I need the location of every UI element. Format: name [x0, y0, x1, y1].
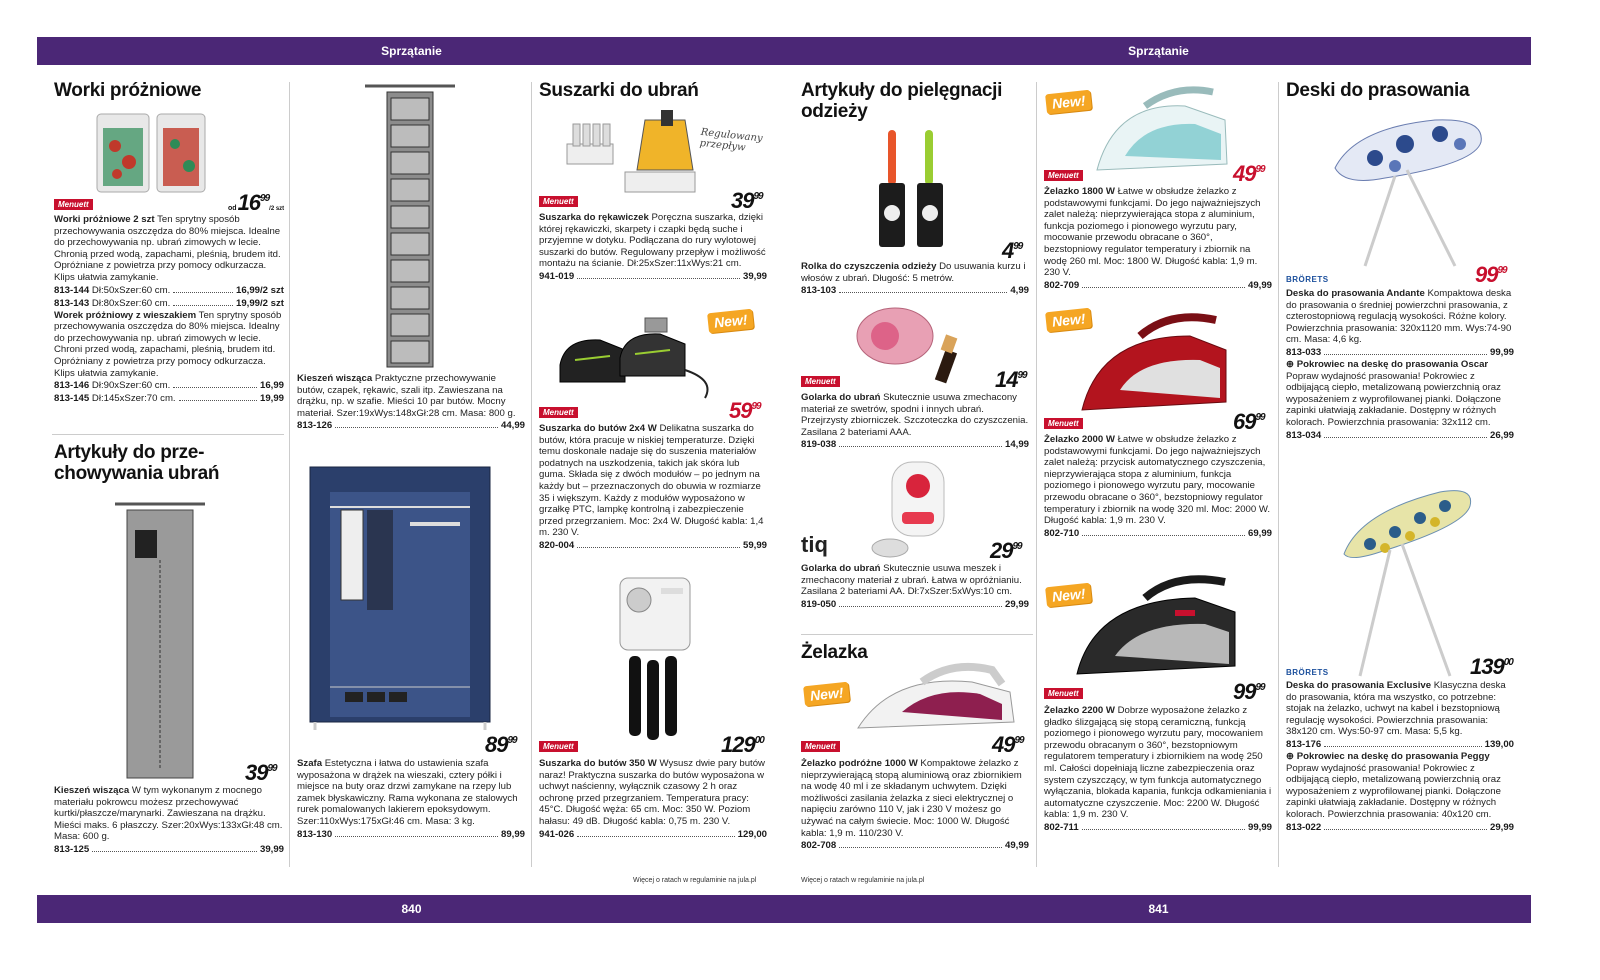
- price-tag-exclusive: $139^{00}$: [1470, 654, 1513, 679]
- product-code-row: 941-026 129,00: [539, 828, 767, 840]
- column-separator: [289, 82, 290, 867]
- column-separator: [1036, 82, 1037, 867]
- travel-iron-image: [852, 652, 1022, 734]
- hanging-garment-bag-image: [115, 500, 205, 780]
- iron-2000-image: [1080, 306, 1230, 418]
- brand-logo-menuett: Menuett: [1044, 688, 1083, 699]
- product-description: Rolka do czyszczenia odzieży Do usuwania kurzu i włosów z ubrań. Długość: 5 metrów.: [801, 261, 1026, 284]
- product-kieszen2: [297, 373, 525, 432]
- product-zelazko-2000: [1044, 434, 1272, 540]
- product-description: Żelazko podróżne 1000 W Kompaktowe żelazko z nieprzywierającą stopą aluminiową oraz zbiornikiem na wodę 40 ml i ze składanym uchwytem. Dzięki możliwości zasilania żelazka z sieci elektrycznej o napięciu zarówno 110 V, jak i 230 V możesz go używać na całym świecie. Moc: 1000 W. Długość kabla: 1,9 m. 110/230 V.: [801, 758, 1022, 839]
- product-code-row: 813-034 26,99: [1286, 429, 1514, 441]
- product-zelazko-2200: [1044, 705, 1272, 834]
- section-heading-suszarki: Suszarki do ubrań: [539, 80, 699, 101]
- product-description: Golarka do ubrań Skutecznie usuwa meszek i zmechacony materiał z ubrań. Łatwa w opróżnianiu. Zasilana 2 bateriami AA. Dł:7xSzer:5xWys:10 cm.: [801, 563, 1022, 598]
- product-code-row: 819-050 29,99: [801, 598, 1029, 610]
- installments-note: Więcej o ratach w regulaminie na jula.pl: [801, 877, 925, 884]
- product-description: Worek próżniowy z wieszakiem Ten sprytny sposób przechowywania oszczędza do 80% miejsca. Idealny do przechowywania np. ubrań zimowych w lecie. Chroni przed wodą, zapachami, pleśnią, brudem itd. Opróżniany z powietrza przy pomocy odkurzacza. Klips ułatwia zamykanie.: [54, 309, 282, 379]
- product-code-row: 813-145 Dł:145xSzer:70 cm. 19,99: [54, 393, 284, 405]
- product-golarka1: [801, 392, 1029, 451]
- section-heading-deski: Deski do prasowania: [1286, 80, 1470, 101]
- header-band-right: [786, 37, 1531, 65]
- section-title-left: Sprzątanie: [381, 44, 442, 58]
- installments-note: Więcej o ratach w regulaminie na jula.pl: [633, 877, 757, 884]
- price-tag-andante: $99^{99}$: [1475, 262, 1507, 287]
- price-tag-golarka2: $29^{99}$: [990, 538, 1022, 563]
- product-szafa: [297, 758, 525, 841]
- product-description: ⊕ Pokrowiec na deskę do prasowania Oscar Popraw wydajność prasowania! Pokrowiec z odbijającą ciepło, metalizowaną powierzchnią oraz wyposażeniem z wyprofilowanej pianki. Dołączone zapinki ułatwiają zakładanie. Dostępny w różnych kolorach. Powierzchnia prasowania: 32x112 cm.: [1286, 358, 1501, 428]
- glove-dryer-image: [565, 110, 705, 195]
- product-zelazko-1800: [1044, 186, 1272, 292]
- section-heading-zelazka: Żelazka: [801, 642, 868, 663]
- brand-logo-brorets: BRÖRETS: [1286, 275, 1329, 284]
- brand-logo-menuett: Menuett: [801, 741, 840, 752]
- new-badge: New!: [803, 682, 850, 707]
- product-code-row: 813-176 139,00: [1286, 738, 1514, 750]
- brand-logo-menuett: Menuett: [1044, 418, 1083, 429]
- product-code-row: 802-708 49,99: [801, 840, 1029, 852]
- section-heading-przechowywanie: Artykuły do prze- chowywania ubrań: [54, 442, 220, 484]
- product-description: Kieszeń wisząca Praktyczne przechowywanie butów, czapek, rękawic, szali itp. Zawieszana na drążku, np. w szafie. Mieści 10 par butów. Mocny materiał. Szer:19xWys:148xGł:28 cm. Masa: 800 g.: [297, 373, 516, 419]
- product-code-row: 802-711 99,99: [1044, 821, 1272, 833]
- brand-logo-tiq: tiq: [801, 532, 828, 557]
- price-tag-butow-2x4: $59^{99}$: [729, 398, 761, 423]
- product-description: Żelazko 1800 W Łatwe w obsłudze żelazko z podstawowymi funkcjami. Do jego najważniejszych zalet należą: nieprzywierająca stopa z aluminium, funkcja poziomego i pionowego wyrzutu pary, mocowanie przewodu obracane o 360°, bezstopniowy regulator temperatury i zbiornik na wodę 260 ml. Moc: 1800 W. Długość kabla: 1,9 m. 230 V.: [1044, 186, 1261, 279]
- new-badge: New!: [1045, 308, 1092, 333]
- new-badge: New!: [1045, 583, 1092, 608]
- product-code-row: 813-144 Dł:50xSzer:60 cm. 16,99/2 szt: [54, 284, 284, 296]
- brand-logo-menuett: Menuett: [539, 196, 578, 207]
- product-description: Deska do prasowania Exclusive Klasyczna deska do prasowania, która ma wszystko, co potrzebne: stojak na żelazko, uchwyt na kabel i bezstopniową regulację wysokości. Powierzchnia prasowania: 38x120 cm. Wys:50-97 cm. Masa: 5,5 kg.: [1286, 680, 1506, 738]
- price-tag-podrozne: $49^{99}$: [992, 732, 1024, 757]
- product-suszarka-butow-2x4: [539, 423, 767, 552]
- column-separator: [531, 82, 532, 867]
- page-number-left: 840: [401, 902, 422, 916]
- shoe-dryer-image: [555, 310, 730, 405]
- header-band-left: [37, 37, 786, 65]
- product-description: Golarka do ubrań Skutecznie usuwa zmechacony materiał ze swetrów, spodni i innych ubrań. Przejrzysty zbiorniczek. Szczoteczka do czyszczenia. Zasilana 2 bateriami AAA.: [801, 392, 1029, 438]
- product-code-row: 813-125 39,99: [54, 843, 284, 855]
- price-tag-szafa: $89^{99}$: [485, 732, 517, 757]
- product-code-row: 813-103 4,99: [801, 285, 1029, 297]
- footer-band-left: [37, 895, 786, 923]
- price-tag-golarka1: $14^{99}$: [995, 367, 1027, 392]
- shoe-organizer-image: [365, 82, 455, 372]
- product-code-row: 813-146 Dł:90xSzer:60 cm. 16,99: [54, 380, 284, 392]
- iron-2200-image: [1075, 570, 1240, 682]
- product-suszarka-rekawiczek: [539, 212, 767, 283]
- section-separator: [52, 434, 284, 435]
- product-code-row: 802-709 49,99: [1044, 279, 1272, 291]
- ironing-board-andante-image: [1325, 108, 1495, 270]
- product-code-row: 813-126 44,99: [297, 420, 525, 432]
- price-tag-rolka: $4^{99}$: [1002, 238, 1023, 263]
- product-zelazko-podrozne: [801, 758, 1029, 852]
- product-description: Suszarka do butów 2x4 W Delikatna suszarka do butów, która pracuje w niskiej temperaturze. Dzięki temu doskonale nadaje się do suszenia materiałów podatnych na uszkodzenia, takich jak skóra lub guma. Składa się z dwóch modułów – po jednym na każdy but – przeznaczonych do obuwia w rozmiarze 35 i większym. Każdy z modułów wyposażono w grzałkę PTC, lampkę kontrolną i zabezpieczenie przed przegrzaniem. Moc: 2x4 W. Długość kabla: 1,4 m. 230 V.: [539, 423, 764, 539]
- page-number-right: 841: [1148, 902, 1169, 916]
- price-tag-1800: $49^{99}$: [1233, 161, 1265, 186]
- product-description: Żelazko 2200 W Dobrze wyposażone żelazko z gładko ślizgającą się stopą ceramiczną, funkcją poziomego i pionowego wyrzutu pary, mocowaniem przewodu obracanym o 360°, bezstopniowym regulatorem temperatury i zbiornikiem na wodę 250 ml. Całości dopełniają liczne zabezpieczenia oraz system czyszczący, w tym funkcja automatycznego wyłączania, blokada kapania, funkcja odkamieniania i automatyczne czyszczenie. Moc: 2200 W. Długość kabla: 1,9 m. 230 V.: [1044, 705, 1272, 821]
- product-golarka2: [801, 563, 1029, 611]
- product-description: Worki próżniowe 2 szt Ten sprytny sposób przechowywania oszczędza do 80% miejsca. Idealne do przechowywania np. ubrań zimowych w lecie. Chronią przed wodą, zapachami, pleśnią, brudem itd. Opróżniane z powietrza przy pomocy odkurzacza. Klips ułatwia zamykanie.: [54, 214, 281, 283]
- section-separator: [801, 634, 1033, 635]
- price-tag-kieszen1: $39^{99}$: [245, 760, 277, 785]
- product-code-row: 813-143 Dł:80xSzer:60 cm. 19,99/2 szt: [54, 297, 284, 309]
- footer-band-right: [786, 895, 1531, 923]
- product-deska-exclusive: [1286, 680, 1514, 834]
- price-tag-butow-350: $129^{00}$: [721, 732, 764, 757]
- price-tag-rekawiczek: $39^{99}$: [731, 188, 763, 213]
- price-tag-worki: $od16^{99}/2$ szt: [228, 190, 285, 215]
- fabric-shaver-pink-image: [855, 302, 975, 384]
- new-badge: New!: [707, 309, 754, 334]
- brand-logo-menuett: Menuett: [1044, 170, 1083, 181]
- fabric-shaver-white-image: [868, 460, 953, 562]
- section-heading-worki: Worki próżniowe: [54, 80, 202, 101]
- brand-logo-menuett: Menuett: [801, 376, 840, 387]
- product-deska-andante: [1286, 288, 1514, 442]
- wardrobe-image: [305, 462, 495, 732]
- product-rolka: [801, 261, 1029, 297]
- brand-logo-menuett: Menuett: [54, 199, 93, 210]
- ironing-board-exclusive-image: [1340, 482, 1475, 680]
- product-worki: [54, 214, 284, 405]
- product-suszarka-butow-350: [539, 758, 767, 841]
- column-separator: [1278, 82, 1279, 867]
- lint-roller-image: [875, 128, 950, 250]
- brand-logo-menuett: Menuett: [539, 407, 578, 418]
- vacuum-bags-image: [95, 110, 210, 195]
- product-code-row: 819-038 14,99: [801, 439, 1029, 451]
- section-heading-pielegnacja: Artykuły do pielęgnacji odzieży: [801, 80, 1003, 122]
- price-tag-2200: $99^{99}$: [1233, 679, 1265, 704]
- boot-dryer-350-image: [615, 576, 695, 741]
- product-code-row: 813-033 99,99: [1286, 346, 1514, 358]
- product-code-row: 813-022 29,99: [1286, 821, 1514, 833]
- product-description: Szafa Estetyczna i łatwa do ustawienia szafa wyposażona w drążek na wieszaki, cztery półki i miejsce na buty oraz drzwi zamykane na rzepy lub zamek błyskawiczny. Rama wykonana ze stalowych rurek pomalowanych lakierem epoksydowym. Szer:110xWys:175xGł:46 cm. Masa: 3 kg.: [297, 758, 518, 827]
- product-description: Żelazko 2000 W Łatwe w obsłudze żelazko z podstawowymi funkcjami. Do jego najważniejszych zalet należą: przycisk automatycznego czyszczenia, nieprzywierająca stopa z aluminium, funkcja poziomego i pionowego wyrzutu pary, mocowanie przewodu obracane o 360°, bezstopniowy regulator temperatury i zbiornik na wodę 320 ml. Moc: 2000 W. Długość kabla: 1,9 m. 230 V.: [1044, 434, 1271, 527]
- price-tag-2000: $69^{99}$: [1233, 409, 1265, 434]
- new-badge: New!: [1045, 90, 1092, 115]
- handwritten-note: Regulowany przepływ: [699, 126, 764, 154]
- product-code-row: 802-710 69,99: [1044, 527, 1272, 539]
- brand-logo-menuett: Menuett: [539, 741, 578, 752]
- product-code-row: 813-130 89,99: [297, 828, 525, 840]
- section-title-right: Sprzątanie: [1128, 44, 1189, 58]
- product-kieszen1: [54, 785, 284, 856]
- product-description: Kieszeń wisząca W tym wykonanym z mocnego materiału pokrowcu możesz przechowywać kurtki/płaszcze/marynarki. Zawieszana na drążku. Mieści maks. 6 płaszczy. Szer:20xWys:133xGł:48 cm. Masa: 600 g.: [54, 785, 283, 843]
- product-description: Suszarka do butów 350 W Wysusz dwie pary butów naraz! Praktyczna suszarka do butów wyposażona w uchwyt naścienny, wyłącznik czasowy 2 h oraz ochronę przed przegrzaniem. Temperatura pracy: 45°C. Długość węża: 65 cm. Moc: 350 W. Poziom hałasu: 49 dB. Długość kabla: 0,75 m. 230 V.: [539, 758, 765, 827]
- product-description: ⊕ Pokrowiec na deskę do prasowania Peggy Popraw wydajność prasowania! Pokrowiec z odbijającą ciepło, metalizowaną powierzchnią oraz wyposażeniem z wyprofilowanej pianki. Dołączone zapinki ułatwiają zakładanie. Dostępny w różnych kolorach. Powierzchnia prasowania: 40x120 cm.: [1286, 750, 1501, 820]
- product-description: Deska do prasowania Andante Kompaktowa deska do prasowania o średniej powierzchni prasowania, z czterostopniową regulacją wysokości. Różne kolory. Powierzchnia prasowania: 320x1120 mm. Wys:74-90 cm. Masa: 4,6 kg.: [1286, 288, 1512, 346]
- product-description: Suszarka do rękawiczek Poręczna suszarka, dzięki której rękawiczki, skarpety i czapki będą suche i przyjemne w dotyku. Podłączana do rury wylotowej suszarki do butów. Regulowany przepływ i możliwość montażu na ścianie. Dł:25xSzer:11xWys:21 cm.: [539, 212, 766, 270]
- product-code-row: 820-004 59,99: [539, 539, 767, 551]
- iron-1800-image: [1095, 82, 1230, 177]
- brand-logo-brorets: BRÖRETS: [1286, 668, 1329, 677]
- product-code-row: 941-019 39,99: [539, 270, 767, 282]
